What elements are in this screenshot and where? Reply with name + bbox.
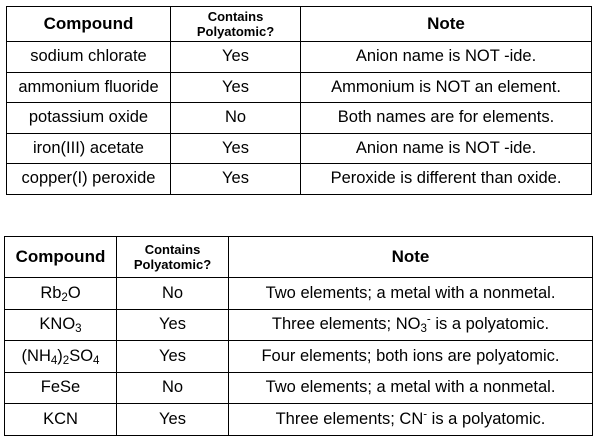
note-cell: Anion name is NOT -ide. — [301, 42, 592, 73]
compound-cell: FeSe — [5, 372, 117, 404]
formula-part: SO — [69, 346, 94, 365]
compound-table-formulas — [4, 236, 593, 436]
note-text: is a polyatomic. — [430, 315, 550, 334]
note-text: is a polyatomic. — [427, 409, 546, 428]
header-compound: Compound — [7, 7, 171, 42]
compound-cell: sodium chlorate — [7, 42, 171, 73]
table-row — [5, 278, 593, 310]
note-cell: Peroxide is different than oxide. — [301, 164, 592, 195]
polyatomic-cell: No — [171, 103, 301, 134]
compound-table-names — [6, 6, 592, 195]
formula-subscript: 2 — [62, 354, 70, 367]
table-row — [5, 372, 593, 404]
compound-cell: ammonium fluoride — [7, 72, 171, 103]
compound-cell — [5, 341, 117, 373]
polyatomic-cell: No — [117, 278, 229, 310]
header-contains-line2: Polyatomic? — [196, 24, 275, 39]
polyatomic-cell: Yes — [171, 72, 301, 103]
header-note: Note — [229, 237, 593, 278]
note-charge: - — [426, 313, 431, 326]
note-cell: Both names are for elements. — [301, 103, 592, 134]
note-cell: Ammonium is NOT an element. — [301, 72, 592, 103]
table-row — [7, 103, 592, 134]
header-contains-line2: Polyatomic? — [133, 257, 212, 272]
table-row — [5, 404, 593, 436]
header-note: Note — [301, 7, 592, 42]
compound-cell — [5, 278, 117, 310]
formula-subscript: 3 — [75, 323, 82, 336]
note-charge: - — [423, 408, 428, 421]
note-subscript: 3 — [420, 323, 427, 336]
table-header-row — [7, 7, 592, 42]
polyatomic-cell: Yes — [171, 164, 301, 195]
polyatomic-cell: Yes — [171, 42, 301, 73]
note-text: Three elements; NO — [271, 315, 421, 334]
table-header-row — [5, 237, 593, 278]
polyatomic-cell: Yes — [117, 341, 229, 373]
note-cell: Two elements; a metal with a nonmetal. — [229, 278, 593, 310]
table-row — [5, 309, 593, 341]
polyatomic-cell: Yes — [117, 404, 229, 436]
compound-cell: copper(I) peroxide — [7, 164, 171, 195]
formula-subscript: 4 — [93, 354, 100, 367]
polyatomic-cell: No — [117, 372, 229, 404]
formula-element: Rb — [40, 283, 62, 302]
table-row — [7, 42, 592, 73]
table-row — [5, 341, 593, 373]
table-row — [7, 72, 592, 103]
compound-cell — [5, 309, 117, 341]
compound-cell: KCN — [5, 404, 117, 436]
note-cell: Four elements; both ions are polyatomic. — [229, 341, 593, 373]
note-cell: Two elements; a metal with a nonmetal. — [229, 372, 593, 404]
formula-subscript: 4 — [50, 354, 58, 367]
note-text: Three elements; CN — [275, 409, 424, 428]
note-cell: Anion name is NOT -ide. — [301, 133, 592, 164]
compound-cell: iron(III) acetate — [7, 133, 171, 164]
note-cell — [229, 309, 593, 341]
formula-element: O — [67, 283, 81, 302]
header-contains-polyatomic — [171, 7, 301, 42]
header-contains-line1: Contains — [144, 242, 201, 257]
table-row — [7, 164, 592, 195]
formula-subscript: 2 — [61, 291, 68, 304]
header-compound: Compound — [5, 237, 117, 278]
formula-part: (NH — [21, 346, 51, 365]
table-row — [7, 133, 592, 164]
header-contains-line1: Contains — [207, 9, 264, 24]
note-cell — [229, 404, 593, 436]
polyatomic-cell: Yes — [171, 133, 301, 164]
header-contains-polyatomic — [117, 237, 229, 278]
formula-element: KNO — [39, 315, 76, 334]
formula-part: ) — [57, 346, 63, 365]
polyatomic-cell: Yes — [117, 309, 229, 341]
compound-cell: potassium oxide — [7, 103, 171, 134]
